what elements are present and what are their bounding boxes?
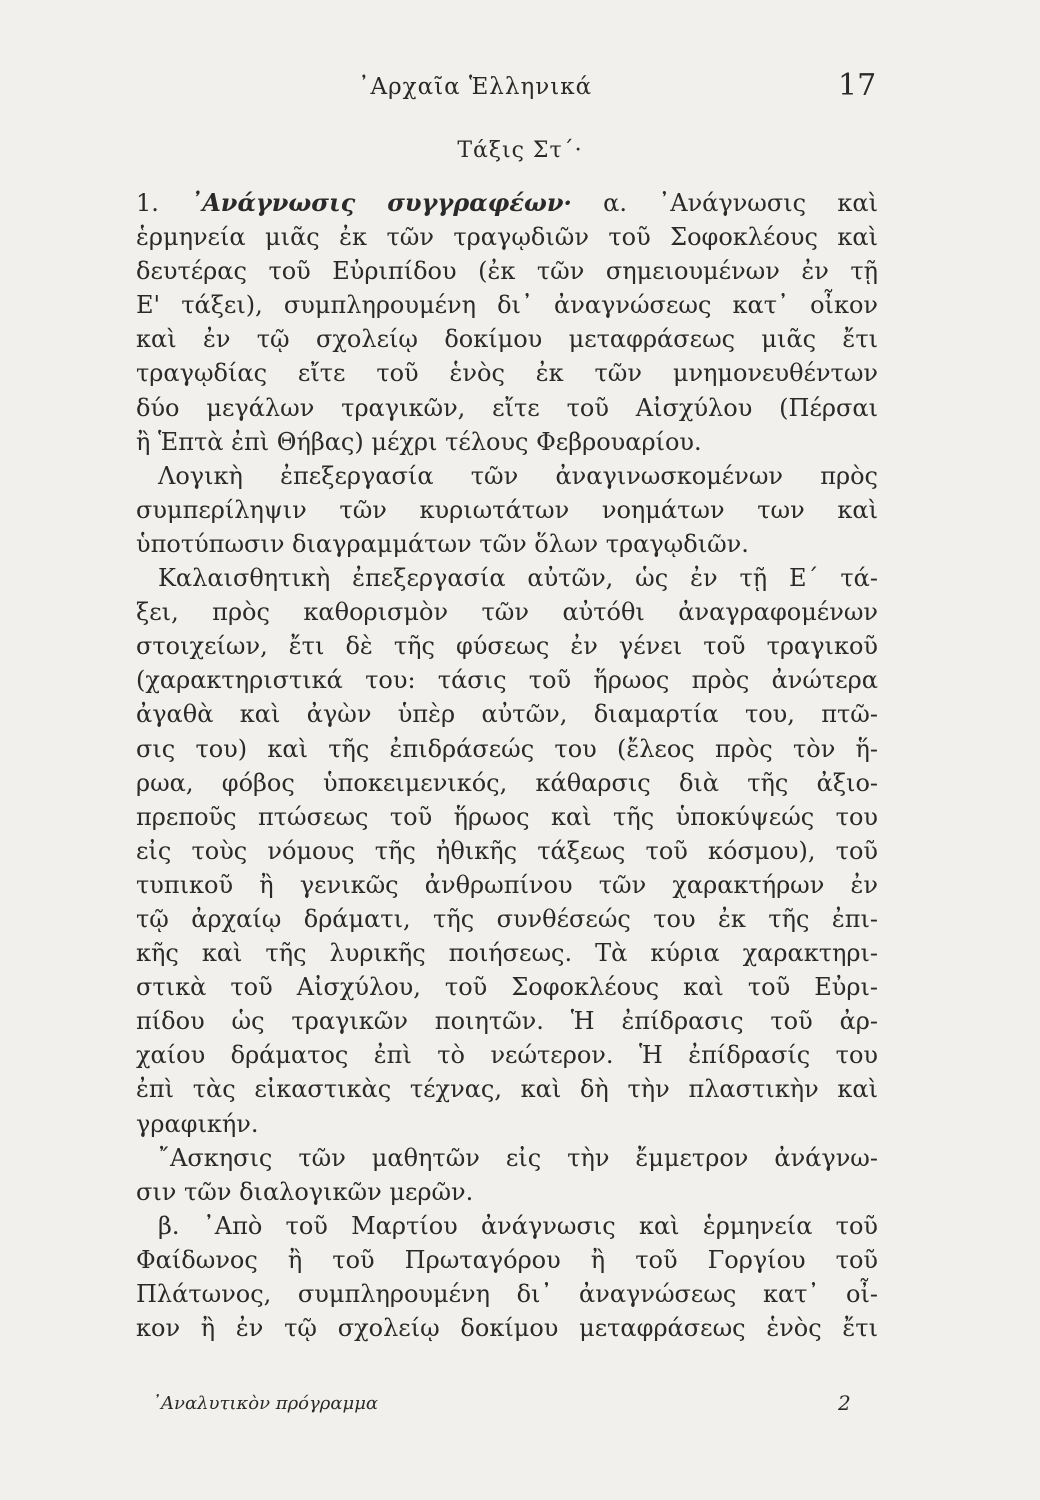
text-line: στοιχείων, ἔτι δὲ τῆς φύσεως ἐν γένει τοῦ τραγικοῦ bbox=[136, 632, 878, 661]
text-line: σιν τῶν διαλογικῶν μερῶν. bbox=[136, 1177, 474, 1206]
text-line bbox=[136, 186, 878, 220]
text-line: ἐπὶ τὰς εἰκαστικὰς τέχνας, καὶ δὴ τὴν πλαστικὴν καὶ bbox=[136, 1075, 878, 1104]
text-line: Καλαισθητικὴ ἐπεξεργασία αὐτῶν, ὡς ἐν τῇ Ε΄ τά- bbox=[158, 564, 878, 593]
running-title: ᾿Αρχαῖα Ἑλληνικά bbox=[358, 74, 593, 100]
item-heading: ᾿Ανάγνωσις συγγραφέων· bbox=[190, 188, 572, 217]
text-line: Φαίδωνος ἢ τοῦ Πρωταγόρου ἢ τοῦ Γοργίου τοῦ bbox=[136, 1245, 878, 1274]
text-line: ἢ Ἑπτὰ ἐπὶ Θήβας) μέχρι τέλους Φεβρουαρίου. bbox=[136, 427, 702, 456]
text-line: ῎Ασκησις τῶν μαθητῶν εἰς τὴν ἔμμετρον ἀνάγνω- bbox=[158, 1143, 878, 1172]
text-line: γραφικήν. bbox=[136, 1109, 259, 1138]
signature-mark: 2 bbox=[838, 1391, 851, 1415]
text-line: πίδου ὡς τραγικῶν ποιητῶν. Ἡ ἐπίδρασις τοῦ ἀρ- bbox=[136, 1007, 878, 1036]
body-text bbox=[136, 186, 878, 1345]
text-line: συμπερίληψιν τῶν κυριωτάτων νοημάτων των καὶ bbox=[136, 495, 878, 524]
text-line: ἑρμηνεία μιᾶς ἐκ τῶν τραγῳδιῶν τοῦ Σοφοκλέους καὶ bbox=[136, 223, 878, 252]
text-line: σις του) καὶ τῆς ἐπιδράσεώς του (ἔλεος πρὸς τὸν ἥ- bbox=[136, 734, 878, 763]
text-line: ἀγαθὰ καὶ ἀγὼν ὑπὲρ αὐτῶν, διαμαρτία του, πτῶ- bbox=[136, 700, 878, 729]
item-text: α. ᾿Ανάγνωσις καὶ bbox=[571, 189, 879, 217]
text-line: κον ἢ ἐν τῷ σχολείῳ δοκίμου μεταφράσεως ἑνὸς ἔτι bbox=[136, 1314, 878, 1343]
text-line: Πλάτωνος, συμπληρουμένη δι᾿ ἀναγνώσεως κατ᾿ οἶ- bbox=[136, 1280, 878, 1308]
text-line: Λογικὴ ἐπεξεργασία τῶν ἀναγινωσκομένων πρὸς bbox=[158, 461, 878, 490]
text-line: (χαρακτηριστικά του: τάσις τοῦ ἥρωος πρὸς ἀνώτερα bbox=[136, 666, 878, 695]
text-line: ρωα, φόβος ὑποκειμενικός, κάθαρσις διὰ τῆς ἀξιο- bbox=[136, 768, 878, 797]
text-line: καὶ ἐν τῷ σχολείῳ δοκίμου μεταφράσεως μιᾶς ἔτι bbox=[136, 325, 878, 354]
text-line: τῷ ἀρχαίῳ δράματι, τῆς συνθέσεώς του ἐκ τῆς ἐπι- bbox=[136, 904, 878, 933]
text-line: δευτέρας τοῦ Εὐριπίδου (ἐκ τῶν σημειουμένων ἐν τῇ bbox=[136, 257, 878, 286]
text-line: στικὰ τοῦ Αἰσχύλου, τοῦ Σοφοκλέους καὶ τοῦ Εὐρι- bbox=[136, 973, 878, 1002]
text-line: εἰς τοὺς νόμους τῆς ἠθικῆς τάξεως τοῦ κόσμου), τοῦ bbox=[136, 836, 878, 865]
text-line: πρεποῦς πτώσεως τοῦ ἥρωος καὶ τῆς ὑποκύψεώς του bbox=[136, 802, 878, 831]
text-line: ξει, πρὸς καθορισμὸν τῶν αὐτόθι ἀναγραφομένων bbox=[136, 598, 878, 627]
text-line: τυπικοῦ ἢ γενικῶς ἀνθρωπίνου τῶν χαρακτήρων ἐν bbox=[136, 870, 878, 899]
text-line: τραγῳδίας εἴτε τοῦ ἑνὸς ἐκ τῶν μνημονευθέντων bbox=[136, 359, 878, 388]
text-line: ὑποτύπωσιν διαγραμμάτων τῶν ὅλων τραγῳδιῶν. bbox=[136, 529, 749, 558]
item-number: 1. bbox=[136, 189, 191, 217]
page-footer bbox=[0, 1393, 1040, 1423]
text-line: δύο μεγάλων τραγικῶν, εἴτε τοῦ Αἰσχύλου (Πέρσαι bbox=[136, 393, 878, 422]
page-header bbox=[0, 68, 1040, 108]
page-number: 17 bbox=[838, 68, 877, 103]
text-line: χαίου δράματος ἐπὶ τὸ νεώτερον. Ἡ ἐπίδρασίς του bbox=[136, 1041, 878, 1070]
text-line: Ε' τάξει), συμπληρουμένη δι᾿ ἀναγνώσεως κατ᾿ οἶκον bbox=[136, 291, 878, 320]
signature-title: ᾿Αναλυτικὸν πρόγραμμα bbox=[152, 1393, 379, 1414]
text-line: κῆς καὶ τῆς λυρικῆς ποιήσεως. Τὰ κύρια χαρακτηρι- bbox=[136, 939, 878, 968]
section-heading: Τάξις Στ΄· bbox=[457, 138, 583, 163]
text-line: β. ᾿Απὸ τοῦ Μαρτίου ἀνάγνωσις καὶ ἑρμηνεία τοῦ bbox=[158, 1211, 878, 1240]
